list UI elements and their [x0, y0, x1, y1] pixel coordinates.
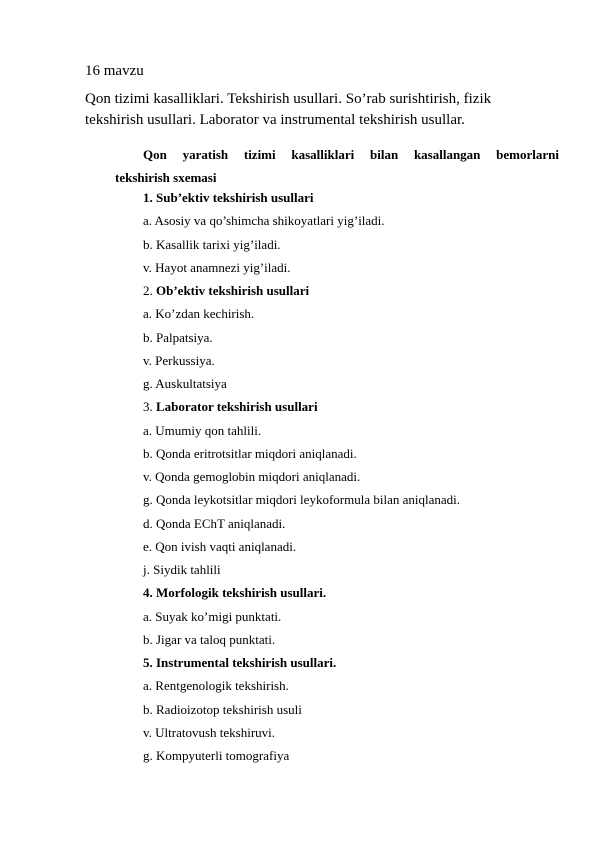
list-item: e. Qon ivish vaqti aniqlanadi. [143, 538, 297, 554]
list-item: b. Radioizotop tekshirish usuli [143, 701, 302, 717]
examination-methods-list [143, 186, 563, 767]
list-item: a. Suyak ko’migi punktati. [143, 608, 282, 624]
list-item: b. Qonda eritrotsitlar miqdori aniqlanadi. [143, 445, 357, 461]
list-item: v. Hayot anamnezi yig’iladi. [143, 259, 291, 275]
section-heading-text: Laborator tekshirish usullari [156, 399, 318, 415]
list-item: b. Kasallik tarixi yig’iladi. [143, 236, 281, 252]
section-heading-morphological: 4. Morfologik tekshirish usullari. [143, 585, 327, 601]
section-heading-objective [143, 279, 563, 302]
list-item: g. Auskultatsiya [143, 376, 227, 391]
section-number: 2. [143, 283, 153, 298]
list-item: a. Umumiy qon tahlili. [143, 422, 262, 438]
page-title: Qon tizimi kasalliklari. Tekshirish usullari. So’rab surishtirish, fizik tekshirish usullari. Laborator va instrumental tekshirish usullar. [85, 91, 492, 128]
section-heading-text: Ob’ektiv tekshirish usullari [156, 283, 310, 298]
section-heading-subjective: 1. Sub’ektiv tekshirish usullari [143, 190, 314, 205]
list-item: g. Kompyuterli tomografiya [143, 748, 290, 763]
scheme-title-line-1: Qon yaratish tizimi kasalliklari bilan kasallangan bemorlarni [143, 147, 559, 162]
scheme-title-line-2: tekshirish sxemasi [115, 170, 217, 185]
section-heading-instrumental: 5. Instrumental tekshirish usullari. [143, 655, 337, 670]
list-item: b. Palpatsiya. [143, 329, 213, 345]
list-item: v. Perkussiya. [143, 352, 215, 368]
list-item: g. Qonda leykotsitlar miqdori leykoformula bilan aniqlanadi. [143, 492, 460, 508]
scheme-title [115, 143, 559, 189]
topic-number: 16 mavzu [85, 63, 144, 79]
list-item: v. Ultratovush tekshiruvi. [143, 724, 276, 740]
list-item: v. Qonda gemoglobin miqdori aniqlanadi. [143, 469, 361, 484]
list-item: a. Asosiy va qo’shimcha shikoyatlari yig’iladi. [143, 213, 385, 229]
list-item: d. Qonda EChT aniqlanadi. [143, 515, 286, 531]
list-item: a. Ko’zdan kechirish. [143, 306, 255, 322]
list-item: b. Jigar va taloq punktati. [143, 631, 276, 647]
list-item: j. Siydik tahlili [143, 562, 221, 577]
section-number: 3. [143, 399, 153, 415]
list-item: a. Rentgenologik tekshirish. [143, 678, 289, 694]
section-heading-laboratory [143, 395, 563, 418]
